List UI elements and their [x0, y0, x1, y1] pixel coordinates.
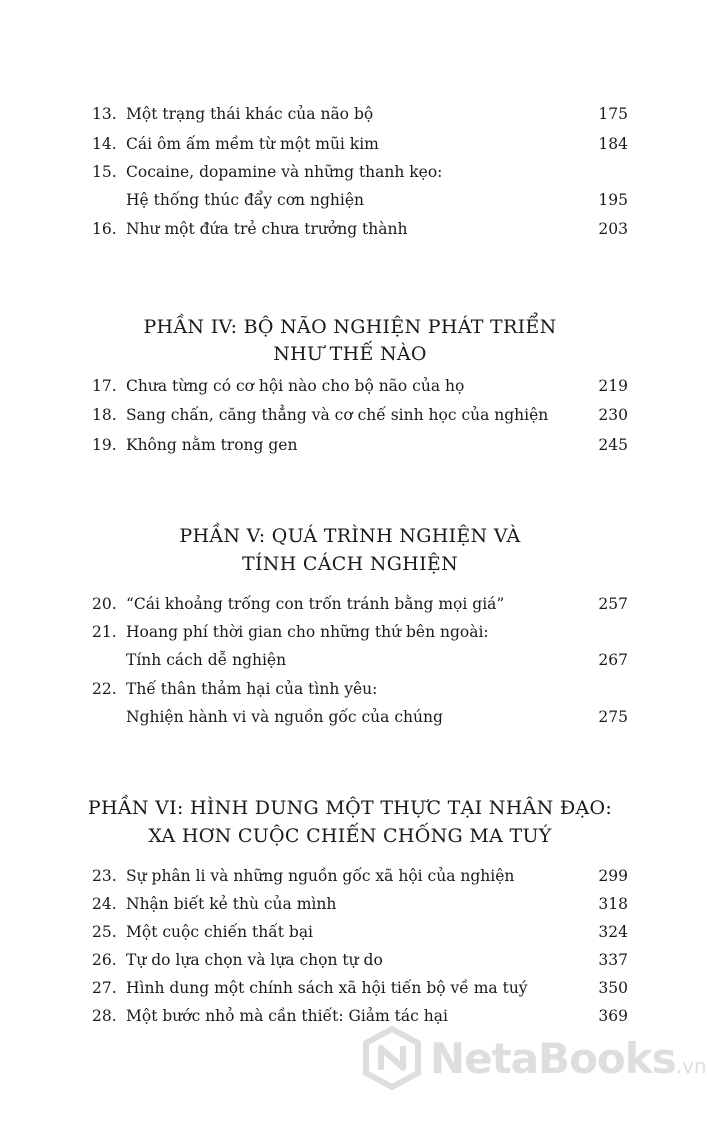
- chapter-title: Chưa từng có cơ hội nào cho bộ não của họ: [126, 377, 465, 395]
- toc-entry-continuation: [92, 707, 628, 727]
- toc-entry-continuation: [92, 190, 628, 210]
- page-number: 324: [598, 923, 628, 941]
- chapter-title: Thế thân thảm hại của tình yêu:: [126, 680, 378, 698]
- toc-entry: [92, 435, 628, 455]
- chapter-number: 13.: [92, 105, 117, 123]
- watermark-brand: NetaBooks: [430, 1034, 676, 1083]
- page-number: 337: [598, 951, 628, 969]
- chapter-title: Nghiện hành vi và nguồn gốc của chúng: [126, 708, 443, 726]
- chapter-number: 18.: [92, 406, 117, 424]
- watermark-text: [430, 1034, 707, 1091]
- page-number: 299: [598, 867, 628, 885]
- toc-entry: [92, 134, 628, 154]
- toc-entry-continuation: [92, 650, 628, 670]
- chapter-number: 26.: [92, 951, 117, 969]
- chapter-number: 16.: [92, 220, 117, 238]
- toc-entry: [92, 978, 628, 998]
- chapter-title: Hoang phí thời gian cho những thứ bên ngoài:: [126, 623, 489, 641]
- page-number: 175: [598, 105, 628, 123]
- toc-entry: [92, 922, 628, 942]
- chapter-number: 28.: [92, 1007, 117, 1025]
- toc-entry: [92, 104, 628, 124]
- chapter-title: Tự do lựa chọn và lựa chọn tự do: [126, 951, 383, 969]
- part-heading-line: NHƯ THẾ NÀO: [273, 343, 427, 365]
- chapter-number: 24.: [92, 895, 117, 913]
- chapter-number: 27.: [92, 979, 117, 997]
- chapter-title: Sự phân li và những nguồn gốc xã hội của nghiện: [126, 867, 515, 885]
- chapter-title: Cocaine, dopamine và những thanh kẹo:: [126, 163, 443, 181]
- chapter-title: Không nằm trong gen: [126, 436, 298, 454]
- page-number: 318: [598, 895, 628, 913]
- chapter-title: Một cuộc chiến thất bại: [126, 923, 314, 941]
- part-heading-line: XA HƠN CUỘC CHIẾN CHỐNG MA TUÝ: [148, 825, 552, 847]
- netabooks-watermark: [360, 1022, 707, 1102]
- part-heading-line: TÍNH CÁCH NGHIỆN: [242, 553, 458, 575]
- chapter-title: Một trạng thái khác của não bộ: [126, 105, 374, 123]
- toc-entry: [92, 376, 628, 396]
- page-number: 257: [598, 595, 628, 613]
- page-number: 267: [598, 651, 628, 669]
- chapter-title: Một bước nhỏ mà cần thiết: Giảm tác hại: [126, 1007, 448, 1025]
- chapter-title: Hệ thống thúc đẩy cơn nghiện: [126, 191, 364, 209]
- chapter-title: Cái ôm ấm mềm từ một mũi kim: [126, 135, 379, 153]
- watermark-domain: .vn: [675, 1054, 707, 1078]
- toc-entry: [92, 405, 628, 425]
- toc-entry: [92, 219, 628, 239]
- page-number: 369: [598, 1007, 628, 1025]
- chapter-number: 25.: [92, 923, 117, 941]
- netabooks-logo-icon: [360, 1026, 424, 1090]
- chapter-number: 15.: [92, 163, 117, 181]
- part-heading-line: PHẦN VI: HÌNH DUNG MỘT THỰC TẠI NHÂN ĐẠO:: [87, 797, 613, 819]
- toc-entry: [92, 594, 628, 614]
- chapter-number: 21.: [92, 623, 117, 641]
- page-number: 203: [598, 220, 628, 238]
- chapter-title: Sang chấn, căng thẳng và cơ chế sinh học của nghiện: [126, 406, 549, 424]
- toc-entry: [92, 162, 628, 182]
- page-number: 195: [598, 191, 628, 209]
- part-heading-line: PHẦN IV: BỘ NÃO NGHIỆN PHÁT TRIỂN: [143, 316, 557, 338]
- chapter-number: 19.: [92, 436, 117, 454]
- page-number: 230: [598, 406, 628, 424]
- chapter-title: Hình dung một chính sách xã hội tiến bộ về ma tuý: [126, 979, 528, 997]
- toc-entry: [92, 679, 628, 699]
- chapter-number: 23.: [92, 867, 117, 885]
- toc-entry: [92, 950, 628, 970]
- chapter-number: 22.: [92, 680, 117, 698]
- chapter-number: 14.: [92, 135, 117, 153]
- toc-entry: [92, 622, 628, 642]
- chapter-title: Nhận biết kẻ thù của mình: [126, 895, 337, 913]
- chapter-title: Như một đứa trẻ chưa trưởng thành: [126, 220, 408, 238]
- page-number: 275: [598, 708, 628, 726]
- page-number: 184: [598, 135, 628, 153]
- chapter-number: 20.: [92, 595, 117, 613]
- page-number: 219: [598, 377, 628, 395]
- chapter-title: Tính cách dễ nghiện: [126, 651, 287, 669]
- chapter-number: 17.: [92, 377, 117, 395]
- page-number: 245: [598, 436, 628, 454]
- toc-entry: [92, 866, 628, 886]
- chapter-title: “Cái khoảng trống con trốn tránh bằng mọi giá”: [126, 595, 505, 613]
- toc-entry: [92, 894, 628, 914]
- part-heading-line: PHẦN V: QUÁ TRÌNH NGHIỆN VÀ: [179, 525, 521, 547]
- page-number: 350: [598, 979, 628, 997]
